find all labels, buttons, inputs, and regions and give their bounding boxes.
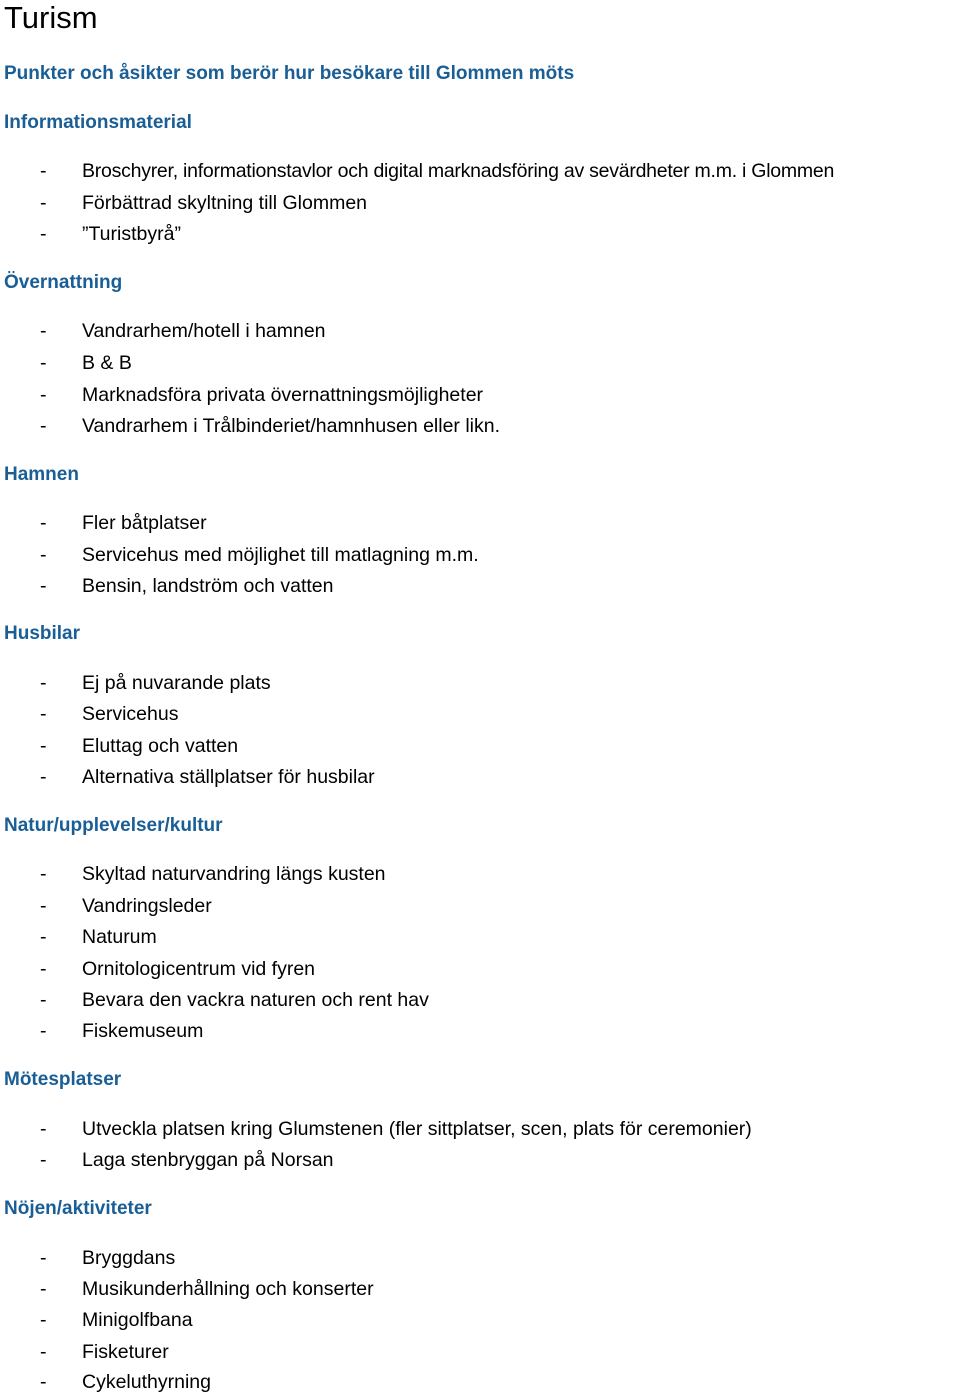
- bullet-dash: -: [40, 926, 47, 948]
- list-item-text: Fiskemuseum: [82, 1020, 204, 1042]
- list-item-text: B & B: [82, 352, 132, 374]
- bullet-dash: -: [40, 703, 47, 725]
- list-item: [0, 1017, 960, 1045]
- section-heading-hamnen: Hamnen: [4, 464, 79, 485]
- list-item-text: Bryggdans: [82, 1247, 176, 1269]
- list-item-text: Fler båtplatser: [82, 512, 207, 534]
- list-item-text: Vandringsleder: [82, 895, 212, 917]
- list-item: [0, 1338, 960, 1366]
- list-item: [0, 317, 960, 345]
- list-item: [0, 1275, 960, 1303]
- bullet-dash: -: [40, 320, 47, 342]
- bullet-dash: -: [40, 895, 47, 917]
- bullet-dash: -: [40, 1118, 47, 1140]
- list-item-text: Utveckla platsen kring Glumstenen (fler sittplatser, scen, plats för ceremonier): [82, 1118, 752, 1140]
- bullet-dash: -: [40, 1278, 47, 1300]
- list-item-text: Eluttag och vatten: [82, 735, 239, 757]
- bullet-dash: -: [40, 575, 47, 597]
- section-heading-informationsmaterial: Informationsmaterial: [4, 112, 192, 133]
- list-item: [0, 986, 960, 1014]
- list-item-text: Ej på nuvarande plats: [82, 672, 271, 694]
- list-item: [0, 955, 960, 983]
- list-item-text: Servicehus: [82, 703, 179, 725]
- list-item: [0, 1115, 960, 1143]
- list-item: [0, 923, 960, 951]
- bullet-dash: -: [40, 958, 47, 980]
- list-item: [0, 1306, 960, 1334]
- list-item-text: Laga stenbryggan på Norsan: [82, 1149, 334, 1171]
- list-item: [0, 157, 960, 185]
- list-item-text: Servicehus med möjlighet till matlagning m.m.: [82, 544, 479, 566]
- list-item-text: Förbättrad skyltning till Glommen: [82, 192, 368, 214]
- list-item: [0, 381, 960, 409]
- bullet-dash: -: [40, 512, 47, 534]
- bullet-dash: -: [40, 192, 47, 214]
- bullet-dash: -: [40, 1309, 47, 1331]
- list-item: [0, 220, 960, 248]
- bullet-dash: -: [40, 1020, 47, 1042]
- bullet-dash: -: [40, 223, 47, 245]
- list-item: [0, 860, 960, 888]
- list-item-text: Skyltad naturvandring längs kusten: [82, 863, 386, 885]
- list-item: [0, 732, 960, 760]
- bullet-dash: -: [40, 1149, 47, 1171]
- bullet-dash: -: [40, 766, 47, 788]
- bullet-dash: -: [40, 863, 47, 885]
- list-item-text: Ornitologicentrum vid fyren: [82, 958, 316, 980]
- list-item: [0, 700, 960, 728]
- bullet-dash: -: [40, 989, 47, 1011]
- list-item-text: Bensin, landström och vatten: [82, 575, 334, 597]
- list-item-text: Naturum: [82, 926, 157, 948]
- bullet-dash: -: [40, 160, 47, 182]
- bullet-dash: -: [40, 384, 47, 406]
- list-item: [0, 892, 960, 920]
- list-item: [0, 509, 960, 537]
- bullet-dash: -: [40, 544, 47, 566]
- bullet-dash: -: [40, 1247, 47, 1269]
- section-heading-natur-upplevelser-kultur: Natur/upplevelser/kultur: [4, 815, 223, 836]
- list-item: [0, 763, 960, 791]
- list-item: [0, 572, 960, 600]
- list-item: [0, 349, 960, 377]
- bullet-dash: -: [40, 352, 47, 374]
- list-item-text: Broschyrer, informationstavlor och digital marknadsföring av sevärdheter m.m. i Glommen: [82, 160, 835, 182]
- list-item-text: Marknadsföra privata övernattningsmöjligheter: [82, 384, 484, 406]
- list-item-text: Bevara den vackra naturen och rent hav: [82, 989, 429, 1011]
- section-heading-nojen-aktiviteter: Nöjen/aktiviteter: [4, 1198, 152, 1219]
- list-item: [0, 1368, 960, 1396]
- bullet-dash: -: [40, 735, 47, 757]
- list-item: [0, 189, 960, 217]
- list-item-text: Cykeluthyrning: [82, 1371, 211, 1393]
- list-item: [0, 669, 960, 697]
- list-item: [0, 1146, 960, 1174]
- page-title: Turism: [4, 0, 98, 35]
- page-subtitle: Punkter och åsikter som berör hur besökare till Glommen möts: [4, 63, 575, 84]
- section-heading-overnattning: Övernattning: [4, 272, 123, 293]
- list-item-text: Vandrarhem i Trålbinderiet/hamnhusen eller likn.: [82, 415, 501, 437]
- list-item-text: Alternativa ställplatser för husbilar: [82, 766, 375, 788]
- list-item-text: Musikunderhållning och konserter: [82, 1278, 374, 1300]
- bullet-dash: -: [40, 415, 47, 437]
- bullet-dash: -: [40, 1371, 47, 1393]
- list-item-text: ”Turistbyrå”: [82, 223, 181, 245]
- list-item: [0, 412, 960, 440]
- list-item-text: Minigolfbana: [82, 1309, 193, 1331]
- list-item: [0, 541, 960, 569]
- bullet-dash: -: [40, 672, 47, 694]
- section-heading-husbilar: Husbilar: [4, 623, 81, 644]
- bullet-dash: -: [40, 1341, 47, 1363]
- list-item-text: Fisketurer: [82, 1341, 169, 1363]
- list-item-text: Vandrarhem/hotell i hamnen: [82, 320, 326, 342]
- list-item: [0, 1244, 960, 1272]
- section-heading-motesplatser: Mötesplatser: [4, 1069, 122, 1090]
